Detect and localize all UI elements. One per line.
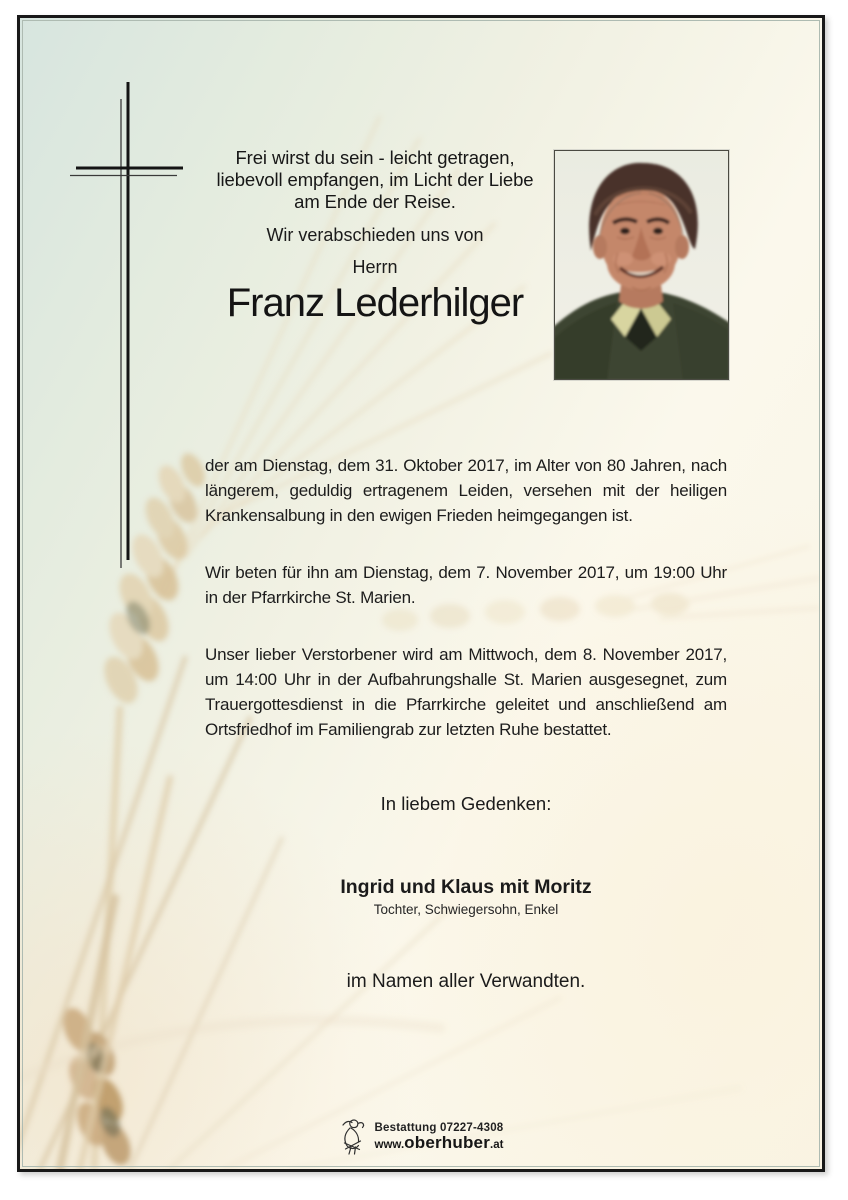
verse-line: Frei wirst du sein - leicht getragen, [235, 147, 515, 168]
obituary-card [17, 15, 825, 1172]
closing-line: im Namen aller Verwandten. [346, 971, 586, 992]
remembrance-heading: In liebem Gedenken: [380, 793, 552, 814]
death-paragraph: der am Dienstag, dem 31. Oktober 2017, im Alter von 80 Jahren, nach längerem, geduldig ertragenem Leiden, versehen mit der heiligen Krankensalbung in den ewigen Frieden heimgegangen ist. [205, 456, 727, 525]
funeral-paragraph: Unser lieber Verstorbener wird am Mittwoch, dem 8. November 2017, um 14:00 Uhr in der Aufbahrungshalle St. Marien ausgesegnet, zum Trauergottesdienst in die Pfarrkirche geleitet und anschließend am Ortsfriedhof im Familiengrab zur letzten Ruhe bestattet. [205, 645, 727, 739]
mourners-names: Ingrid und Klaus mit Moritz [340, 876, 592, 898]
prayer-paragraph: Wir beten für ihn am Dienstag, dem 7. November 2017, um 19:00 Uhr in der Pfarrkirche St. Marien. [205, 563, 727, 607]
website-name: oberhuber [404, 1132, 491, 1152]
funeral-home-name: Bestattung 07227-4308 [374, 1121, 504, 1134]
deceased-name: Franz Lederhilger [226, 281, 524, 325]
verse-line: am Ende der Reise. [294, 191, 456, 212]
funeral-home-footer [20, 1118, 822, 1156]
website-prefix: www. [374, 1138, 405, 1151]
opening-verse [150, 147, 600, 213]
mourners-relations: Tochter, Schwiegersohn, Enkel [373, 902, 559, 917]
website-tld: .at [490, 1138, 504, 1151]
farewell-line: Wir verabschieden uns von [266, 225, 484, 245]
portrait-photo [554, 150, 729, 380]
funeral-home-website [375, 1134, 504, 1153]
verse-line: liebevoll empfangen, im Licht der Liebe [216, 169, 534, 190]
notice-paragraphs [205, 453, 727, 774]
funeral-home-logo-icon [339, 1118, 369, 1156]
salutation: Herrn [352, 257, 398, 277]
